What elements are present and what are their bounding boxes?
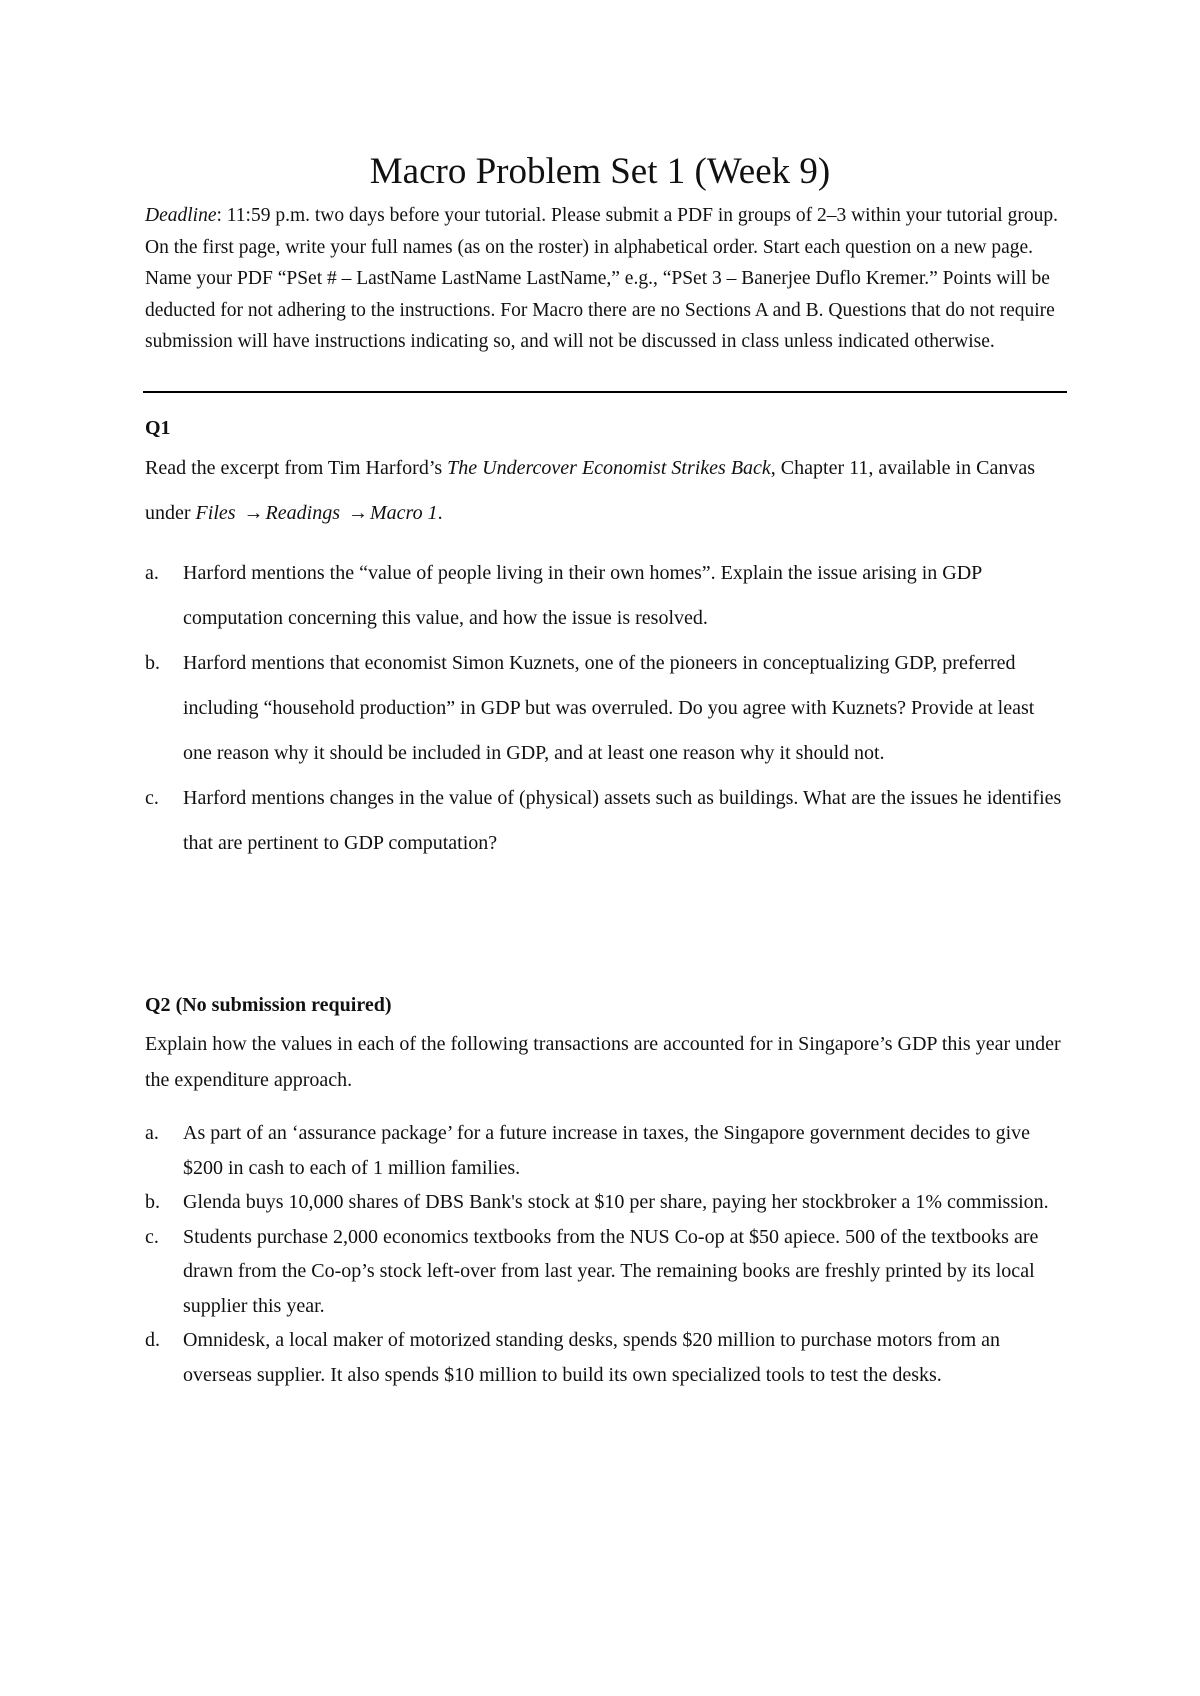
question-1-prompt — [145, 446, 1065, 536]
path-readings: Readings — [265, 502, 340, 524]
list-marker: b. — [145, 1191, 160, 1213]
list-item — [145, 1220, 1065, 1324]
q1-prompt-end: . — [437, 502, 443, 524]
path-files: Files — [195, 502, 236, 524]
list-item-text: Harford mentions the “value of people living in their own homes”. Explain the issue arising in GDP computation concerning this value, and how the issue is resolved. — [183, 562, 982, 629]
right-arrow-icon: → — [347, 502, 368, 524]
list-item — [145, 1323, 1065, 1392]
q1-prompt-text-middle: , Chapter 11, available in Canvas under — [145, 457, 1035, 524]
page-title: Macro Problem Set 1 (Week 9) — [369, 151, 831, 192]
list-item-text: As part of an ‘assurance package’ for a future increase in taxes, the Singapore government decides to give $200 in cash to each of 1 million families. — [183, 1122, 1031, 1179]
list-item-text: Harford mentions that economist Simon Kuznets, one of the pioneers in conceptualizing GDP, preferred including “household production” in GDP but was overruled. Do you agree with Kuznets? Provide at least one reason why it should be included in GDP, and at least one reason why it should not. — [183, 652, 1035, 764]
list-item-text: Students purchase 2,000 economics textbooks from the NUS Co-op at $50 apiece. 500 of the textbooks are drawn from the Co-op’s stock left-over from last year. The remaining books are freshly printed by its local supplier this year. — [183, 1225, 1039, 1317]
list-item-text: Omnidesk, a local maker of motorized standing desks, spends $20 million to purchase motors from an overseas supplier. It also spends $10 million to build its own specialized tools to test the desks. — [183, 1329, 1001, 1386]
list-item — [145, 776, 1065, 866]
instructions-text: : 11:59 p.m. two days before your tutorial. Please submit a PDF in groups of 2–3 within your tutorial group. On the first page, write your full names (as on the roster) in alphabetical order. Start each question on a new page. Name your PDF “PSet # – LastName LastName LastName,” e.g., “PSet 3 – Banerjee Duflo Kremer.” Points will be deducted for not adhering to the instructions. For Macro there are no Sections A and B. Questions that do not require submission will have instructions indicating so, and will not be discussed in class unless indicated otherwise. — [145, 205, 1058, 352]
question-2-note: (No submission required) — [175, 994, 392, 1016]
question-1-label: Q1 — [145, 417, 171, 439]
list-marker: c. — [145, 787, 159, 809]
list-item — [145, 1116, 1065, 1185]
list-item-text: Glenda buys 10,000 shares of DBS Bank's stock at $10 per share, paying her stockbroker a 1% commission. — [183, 1191, 1049, 1213]
list-item — [145, 551, 1065, 641]
path-macro: Macro 1 — [369, 502, 438, 524]
list-marker: d. — [145, 1329, 160, 1351]
list-item — [145, 1185, 1065, 1220]
list-marker: a. — [145, 1122, 159, 1144]
question-2-label: Q2 — [145, 994, 171, 1016]
question-1-list — [145, 551, 1065, 866]
question-2-heading — [145, 990, 392, 1020]
book-title: The Undercover Economist Strikes Back — [447, 457, 771, 479]
right-arrow-icon: → — [243, 502, 264, 524]
question-2-prompt: Explain how the values in each of the following transactions are accounted for in Singapore’s GDP this year under the expenditure approach. — [145, 1033, 1061, 1091]
deadline-label: Deadline — [145, 205, 217, 226]
instructions-paragraph — [145, 200, 1065, 358]
list-marker: c. — [145, 1225, 159, 1248]
list-marker: a. — [145, 562, 159, 584]
question-2-list — [145, 1116, 1065, 1392]
list-item-text: Harford mentions changes in the value of (physical) assets such as buildings. What are the issues he identifies that are pertinent to GDP computation? — [183, 787, 1062, 854]
list-item — [145, 641, 1065, 776]
header-divider — [143, 391, 1067, 393]
q1-prompt-text: Read the excerpt from Tim Harford’s — [145, 457, 448, 479]
question-1-heading — [145, 413, 171, 443]
list-marker: b. — [145, 652, 160, 674]
